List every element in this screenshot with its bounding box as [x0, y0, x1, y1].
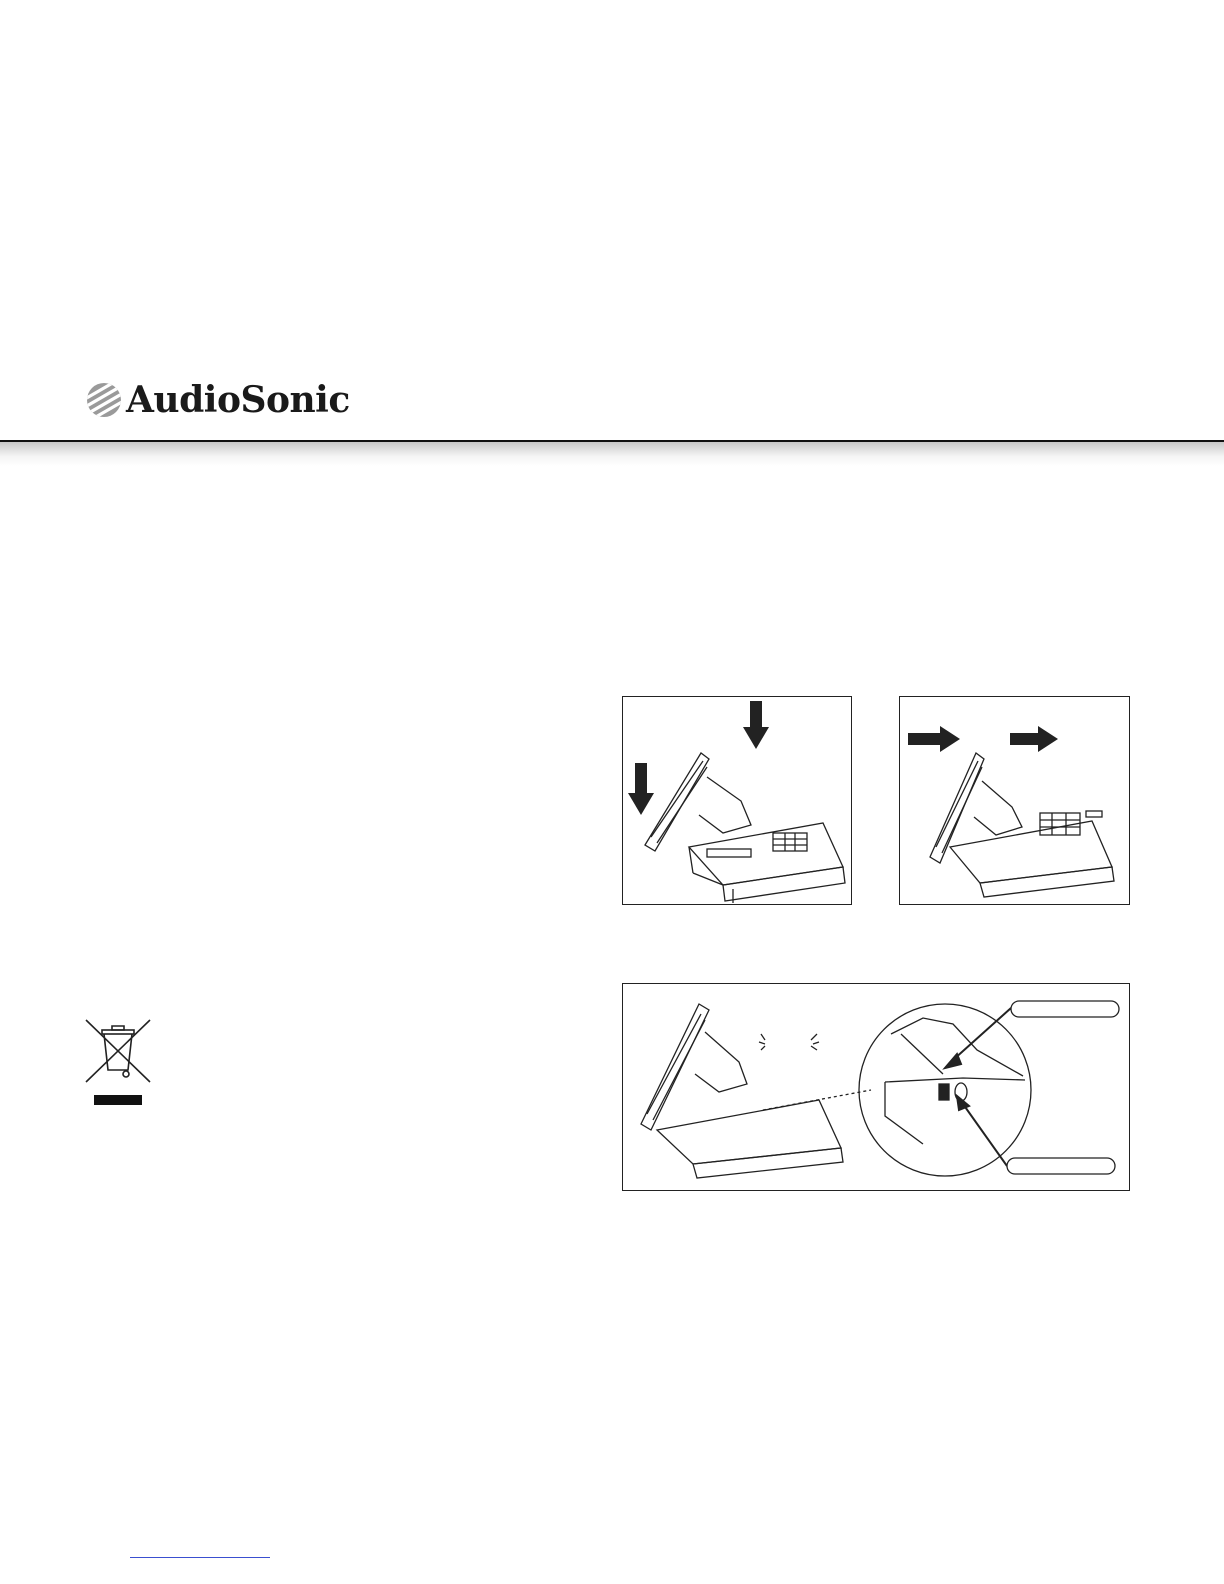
crossed-out-wheelie-bin-icon	[84, 1018, 154, 1108]
callout-label-box	[1007, 1158, 1115, 1174]
stand-slide-illustration	[900, 697, 1129, 904]
header-divider	[0, 440, 1224, 466]
audiosonic-globe-icon	[86, 382, 122, 418]
brand-logo	[86, 379, 350, 422]
callout-label-box	[1011, 1001, 1119, 1017]
lock-detail-illustration	[623, 984, 1129, 1190]
right-arrow-icon	[1010, 726, 1058, 752]
right-arrow-icon	[908, 726, 960, 752]
figure-slide-stand	[899, 696, 1130, 905]
brand-name: AudioSonic	[126, 379, 350, 421]
figure-lock-detail	[622, 983, 1130, 1191]
down-arrow-icon	[628, 763, 654, 815]
magnifier-circle	[859, 1004, 1031, 1176]
footer-link-underline[interactable]	[130, 1557, 270, 1558]
down-arrow-icon	[743, 701, 769, 749]
stand-attach-illustration	[623, 697, 851, 904]
figure-attach-stand	[622, 696, 852, 905]
